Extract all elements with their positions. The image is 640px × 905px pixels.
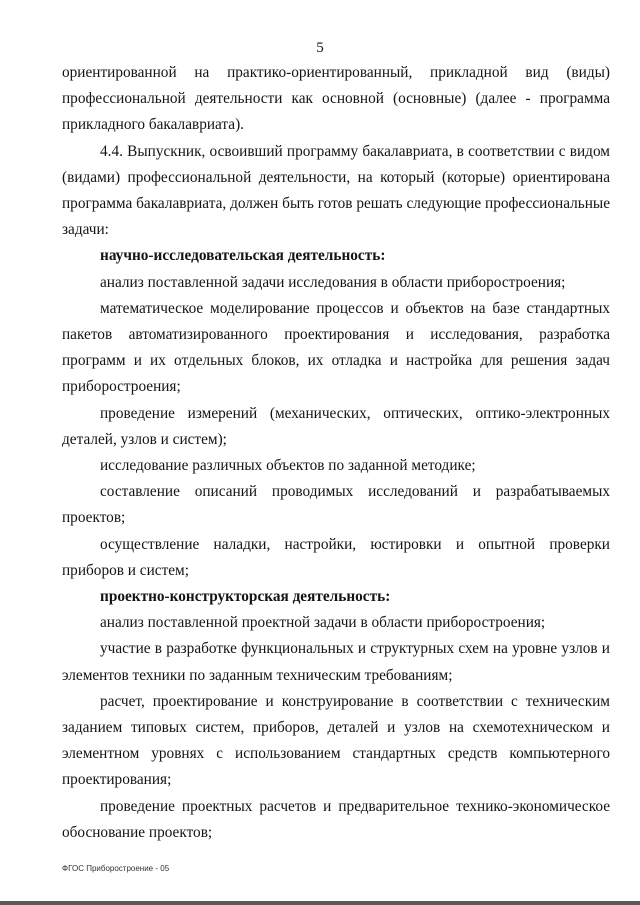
- list-item: анализ поставленной проектной задачи в области приборостроения;: [100, 614, 546, 632]
- list-item: участие в разработке функциональных и структурных схем на уровне узлов и элементов техники по заданным техническим требованиям;: [62, 640, 610, 684]
- list-item: математическое моделирование процессов и объектов на базе стандартных пакетов автоматизированного проектирования и исследования, разработка программ и их отдельных блоков, их отладка и настройка для решения задач приборостроения;: [62, 299, 610, 396]
- list-item: проведение проектных расчетов и предварительное технико-экономическое обоснование проектов;: [62, 797, 610, 841]
- list-item: осуществление наладки, настройки, юстировки и опытной проверки приборов и систем;: [62, 535, 610, 579]
- list-item: анализ поставленной задачи исследования в области приборостроения;: [100, 273, 566, 291]
- section-heading-design: проектно-конструкторская деятельность:: [100, 588, 391, 606]
- paragraph-4-4: 4.4. Выпускник, освоивший программу бакалавриата, в соответствии с видом (видами) профессиональной деятельности, на который (которые) ориентирована программа бакалавриата, должен быть готов решать следующие профессиональные задачи:: [62, 142, 610, 239]
- list-item: исследование различных объектов по заданной методике;: [100, 457, 476, 475]
- page-number: 5: [316, 40, 324, 56]
- document-body: [62, 60, 610, 846]
- list-item: составление описаний проводимых исследований и разрабатываемых проектов;: [62, 483, 610, 527]
- list-item: проведение измерений (механических, оптических, оптико-электронных деталей, узлов и систем);: [62, 404, 610, 448]
- list-item: расчет, проектирование и конструирование в соответствии с техническим заданием типовых систем, приборов, деталей и узлов на схемотехническом и элементном уровнях с использованием стандартных средств компьютерного проектирования;: [62, 692, 610, 789]
- section-heading-research: научно-исследовательская деятельность:: [100, 247, 386, 265]
- paragraph-continuation: ориентированной на практико-ориентированный, прикладной вид (виды) профессиональной деятельности как основной (основные) (далее - программа прикладного бакалавриата).: [62, 64, 610, 134]
- scan-bottom-edge: [0, 901, 640, 905]
- page-footer: ФГОС Приборостроение - 05: [62, 864, 170, 873]
